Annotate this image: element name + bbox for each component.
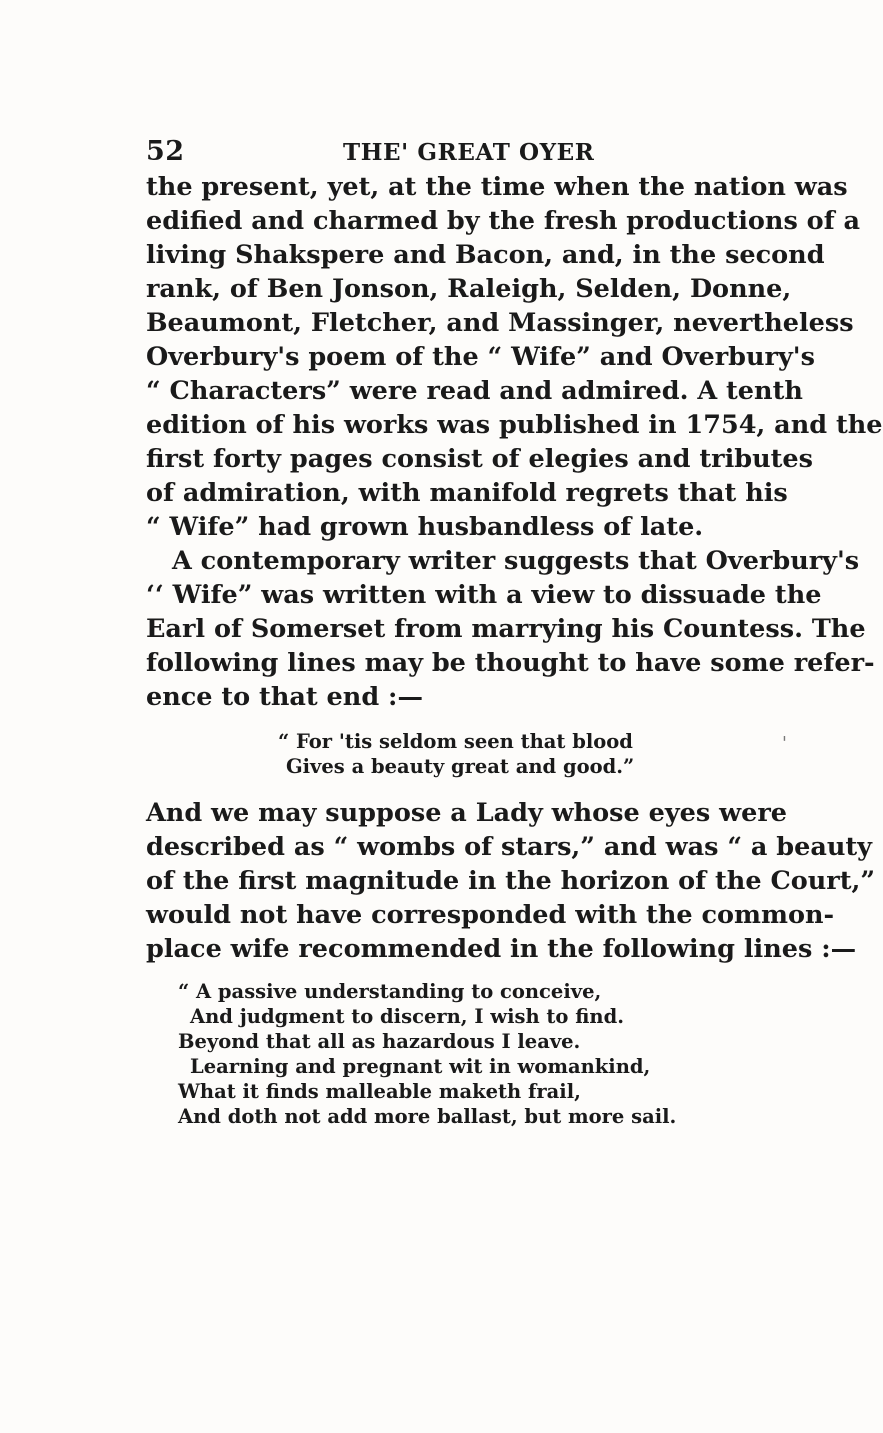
- margin-mark: ': [782, 733, 787, 754]
- verse-line: Gives a beauty great and good.”: [286, 755, 635, 778]
- body-line: first forty pages consist of elegies and tributes: [146, 444, 814, 474]
- verse-line: Beyond that all as hazardous I leave.: [178, 1030, 581, 1053]
- verse-line: And judgment to discern, I wish to find.: [190, 1005, 625, 1028]
- body-line: of admiration, with manifold regrets that his: [146, 478, 788, 508]
- verse-line: What it finds malleable maketh frail,: [178, 1080, 581, 1103]
- body-line: Overbury's poem of the “ Wife” and Overbury's: [146, 342, 815, 372]
- running-head: THE' GREAT OYER: [343, 139, 595, 166]
- body-line: Earl of Somerset from marrying his Countess. The: [146, 614, 866, 644]
- body-line: edition of his works was published in 1754, and the: [146, 410, 883, 440]
- body-line: would not have corresponded with the common-: [146, 900, 835, 930]
- body-line: ‘‘ Wife” was written with a view to dissuade the: [146, 580, 822, 610]
- body-line: Beaumont, Fletcher, and Massinger, nevertheless: [146, 308, 854, 338]
- body-line: following lines may be thought to have some refer-: [146, 648, 875, 678]
- body-line: rank, of Ben Jonson, Raleigh, Selden, Donne,: [146, 274, 792, 304]
- body-line: And we may suppose a Lady whose eyes were: [146, 798, 787, 828]
- body-line: A contemporary writer suggests that Overbury's: [172, 546, 860, 576]
- body-line: “ Characters” were read and admired. A tenth: [146, 376, 803, 406]
- body-line: ence to that end :—: [146, 682, 423, 712]
- verse-line: “ A passive understanding to conceive,: [178, 980, 602, 1003]
- body-line: described as “ wombs of stars,” and was “ a beauty: [146, 832, 872, 862]
- body-line: “ Wife” had grown husbandless of late.: [146, 512, 704, 542]
- verse-line: And doth not add more ballast, but more sail.: [178, 1105, 677, 1128]
- verse-line: Learning and pregnant wit in womankind,: [190, 1055, 651, 1078]
- body-line: the present, yet, at the time when the nation was: [146, 172, 848, 202]
- body-line: edified and charmed by the fresh productions of a: [146, 206, 861, 236]
- verse-line: “ For 'tis seldom seen that blood: [278, 730, 633, 753]
- body-line: of the first magnitude in the horizon of the Court,”: [146, 866, 876, 896]
- body-line: living Shakspere and Bacon, and, in the second: [146, 240, 825, 270]
- body-line: place wife recommended in the following lines :—: [146, 934, 857, 964]
- page-number: 52: [146, 136, 185, 167]
